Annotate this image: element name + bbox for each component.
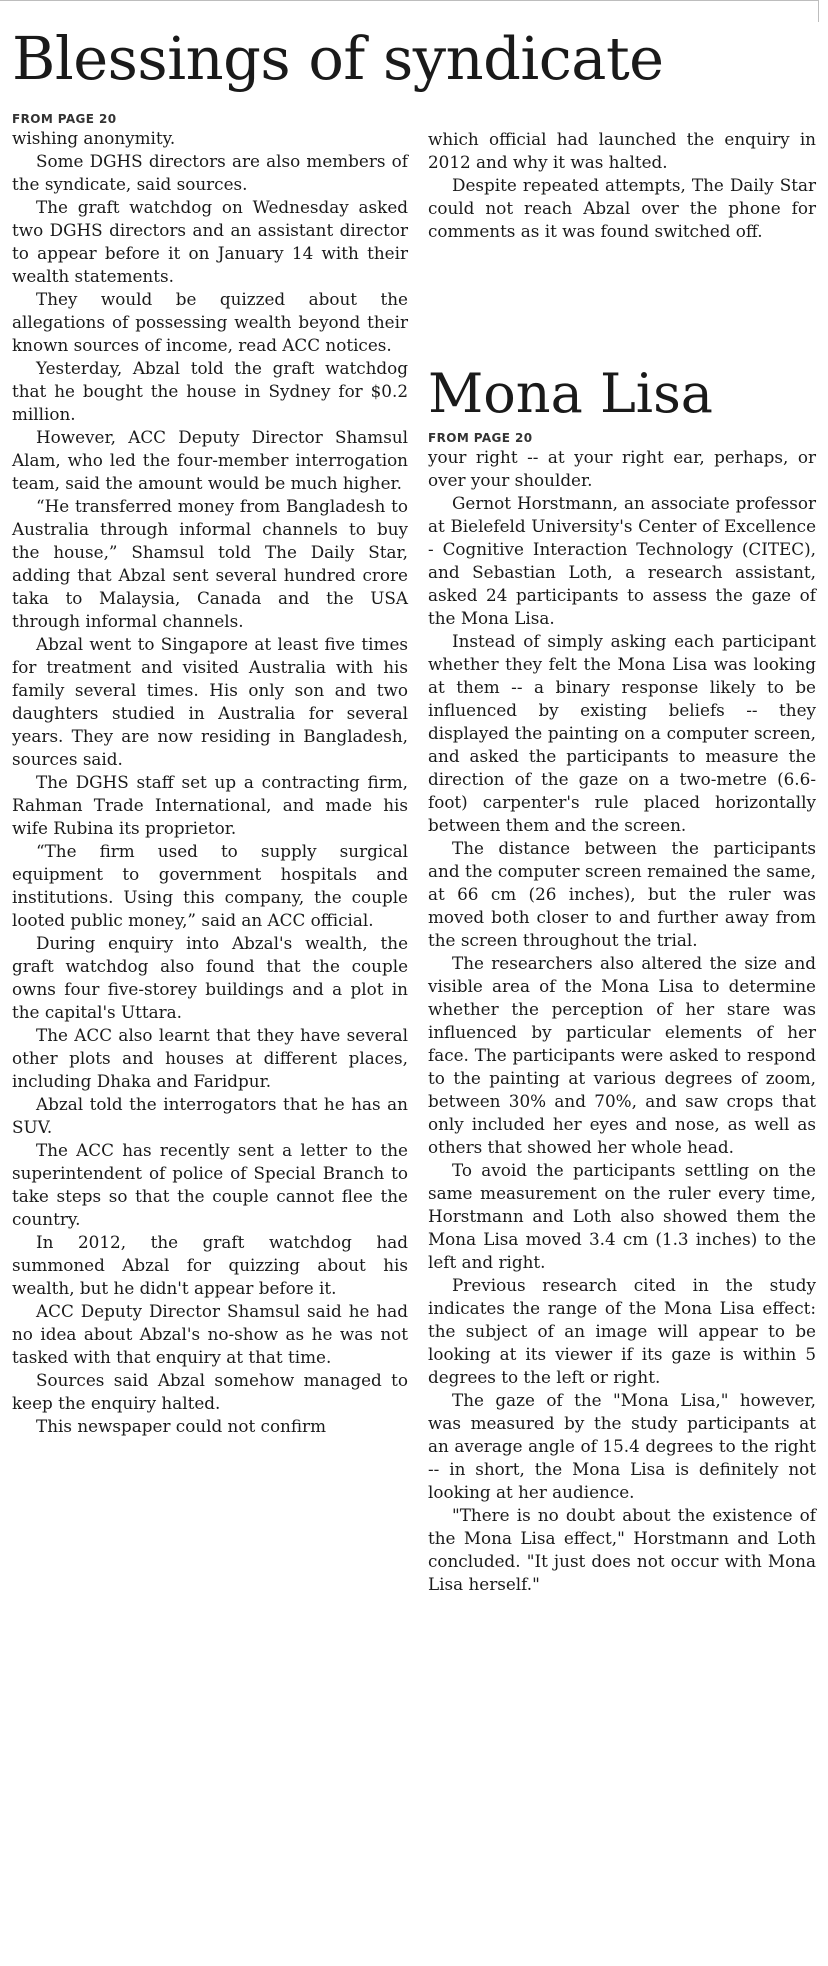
paragraph: Abzal went to Singapore at least five times for treatment and visited Australia with his family several times. His only son and two daughters studied in Australia for several years. They are now residing in Bangladesh, sources said. [12, 634, 408, 769]
article-headline-monalisa: Mona Lisa [428, 362, 713, 425]
paragraph: However, ACC Deputy Director Shamsul Alam, who led the four-member interrogation team, said the amount would be much higher. [12, 427, 408, 493]
paragraph: your right -- at your right ear, perhaps, or over your shoulder. [428, 447, 816, 490]
paragraph: The researchers also altered the size and visible area of the Mona Lisa to determine whether the perception of her stare was influenced by particular elements of her face. The participants were asked to respond to the painting at various degrees of zoom, between 30% and 70%, and saw crops that only included her eyes and nose, as well as others that showed her whole head. [428, 953, 816, 1157]
paragraph: In 2012, the graft watchdog had summoned Abzal for quizzing about his wealth, but he didn't appear before it. [12, 1232, 408, 1298]
paragraph: Gernot Horstmann, an associate professor at Bielefeld University's Center of Excellence - Cognitive Interaction Technology (CITEC), and Sebastian Loth, a research assistant, asked 24 participants to assess the gaze of the Mona Lisa. [428, 493, 816, 628]
jump-label-blessings: FROM PAGE 20 [12, 112, 117, 126]
continuation-paragraph: Despite repeated attempts, The Daily Star could not reach Abzal over the phone for comments as it was found switched off. [428, 175, 816, 241]
article-headline-blessings: Blessings of syndicate [12, 24, 664, 93]
paragraph: “He transferred money from Bangladesh to Australia through informal channels to buy the house,” Shamsul told The Daily Star, adding that Abzal sent several hundred crore taka to Malaysia, Canada and the USA through informal channels. [12, 496, 408, 631]
paragraph: They would be quizzed about the allegations of possessing wealth beyond their known sources of income, read ACC notices. [12, 289, 408, 355]
paragraph: Previous research cited in the study indicates the range of the Mona Lisa effect: the subject of an image will appear to be looking at its viewer if its gaze is within 5 degrees to the left or right. [428, 1275, 816, 1387]
paragraph: The distance between the participants and the computer screen remained the same, at 66 cm (26 inches), but the ruler was moved both closer to and further away from the screen throughout the trial. [428, 838, 816, 950]
paragraph: "There is no doubt about the existence of the Mona Lisa effect," Horstmann and Loth concluded. "It just does not occur with Mona Lisa herself." [428, 1505, 816, 1594]
paragraph: The DGHS staff set up a contracting firm, Rahman Trade International, and made his wife Rubina its proprietor. [12, 772, 408, 838]
paragraph: The ACC has recently sent a letter to the superintendent of police of Special Branch to take steps so that the couple cannot flee the country. [12, 1140, 408, 1229]
paragraph: Instead of simply asking each participant whether they felt the Mona Lisa was looking at them -- a binary response likely to be influenced by existing beliefs -- they displayed the painting on a computer screen, and asked the participants to measure the direction of the gaze on a two-metre (6.6-foot) carpenter's rule placed horizontally between them and the screen. [428, 631, 816, 835]
page-border-right [818, 0, 819, 22]
paragraph: “The firm used to supply surgical equipment to government hospitals and institutions. Using this company, the couple looted public money,” said an ACC official. [12, 841, 408, 930]
paragraph: wishing anonymity. [12, 128, 176, 148]
paragraph: This newspaper could not confirm [36, 1416, 326, 1436]
paragraph: Some DGHS directors are also members of the syndicate, said sources. [12, 151, 408, 194]
continuation-paragraph: which official had launched the enquiry in 2012 and why it was halted. [428, 129, 816, 172]
paragraph: To avoid the participants settling on the same measurement on the ruler every time, Horstmann and Loth also showed them the Mona Lisa moved 3.4 cm (1.3 inches) to the left and right. [428, 1160, 816, 1272]
paragraph: The ACC also learnt that they have several other plots and houses at different places, including Dhaka and Faridpur. [12, 1025, 408, 1091]
jump-label-monalisa: FROM PAGE 20 [428, 431, 533, 445]
paragraph: Abzal told the interrogators that he has an SUV. [12, 1094, 408, 1137]
paragraph: The graft watchdog on Wednesday asked two DGHS directors and an assistant director to appear before it on January 14 with their wealth statements. [12, 197, 408, 286]
paragraph: During enquiry into Abzal's wealth, the graft watchdog also found that the couple owns four five-storey buildings and a plot in the capital's Uttara. [12, 933, 408, 1022]
page-border-top [0, 0, 818, 1]
article-monalisa-column [428, 128, 816, 1596]
paragraph: Yesterday, Abzal told the graft watchdog that he bought the house in Sydney for $0.2 million. [12, 358, 408, 424]
paragraph: Sources said Abzal somehow managed to keep the enquiry halted. [12, 1370, 408, 1413]
paragraph: ACC Deputy Director Shamsul said he had no idea about Abzal's no-show as he was not tasked with that enquiry at that time. [12, 1301, 408, 1367]
paragraph: The gaze of the "Mona Lisa," however, was measured by the study participants at an average angle of 15.4 degrees to the right -- in short, the Mona Lisa is definitely not looking at her audience. [428, 1390, 816, 1502]
